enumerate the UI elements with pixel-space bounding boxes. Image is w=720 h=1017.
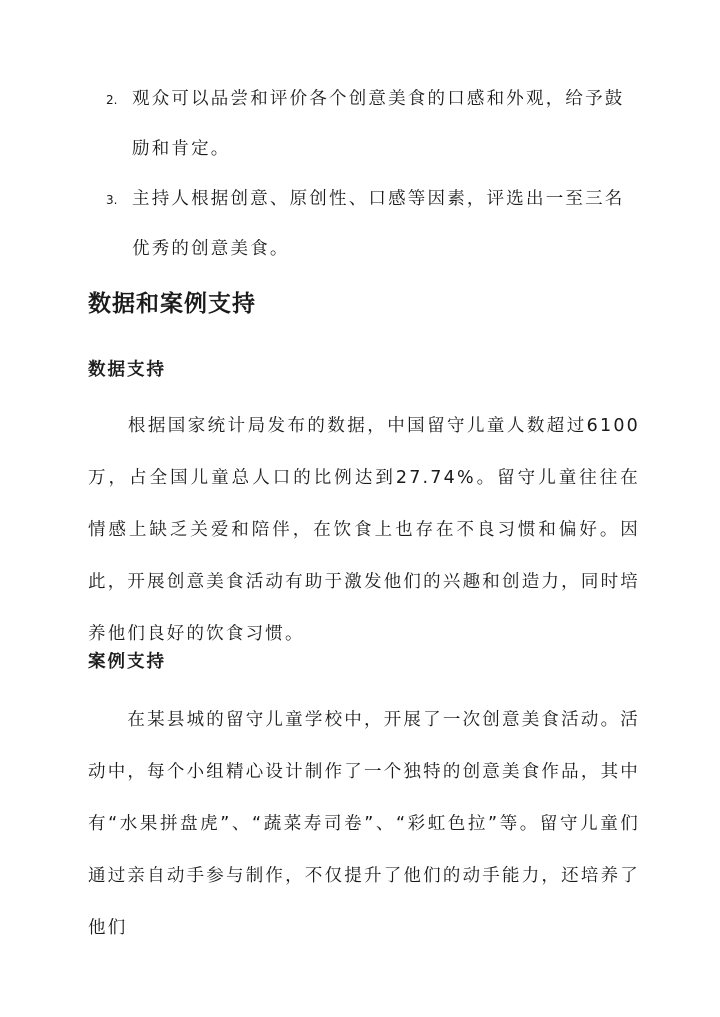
list-item-text: 观众可以品尝和评价各个创意美食的口感和外观，给予鼓励和肯定。 — [132, 89, 625, 159]
data-support-heading: 数据支持 — [88, 360, 166, 380]
data-support-paragraph: 根据国家统计局发布的数据，中国留守儿童人数超过6100万，占全国儿童总人口的比例达到27.74%。留守儿童往往在情感上缺乏关爱和陪伴，在饮食上也存在不良习惯和偏好。因此，开展创意美食活动有助于激发他们的兴趣和创造力，同时培养他们良好的饮食习惯。 — [88, 416, 640, 644]
list-item-text: 主持人根据创意、原创性、口感等因素，评选出一至三名优秀的创意美食。 — [132, 189, 625, 259]
case-support-paragraph: 在某县城的留守儿童学校中，开展了一次创意美食活动。活动中，每个小组精心设计制作了一个独特的创意美食作品，其中有“水果拼盘虎”、“蔬菜寿司卷”、“彩虹色拉”等。留守儿童们通过亲自动手参与制作，不仅提升了他们的动手能力，还培养了他们 — [88, 710, 640, 938]
case-support-heading: 案例支持 — [88, 652, 166, 672]
list-item-number: 2. — [106, 93, 118, 107]
section-title: 数据和案例支持 — [88, 291, 256, 317]
list-item-number: 3. — [106, 193, 118, 207]
